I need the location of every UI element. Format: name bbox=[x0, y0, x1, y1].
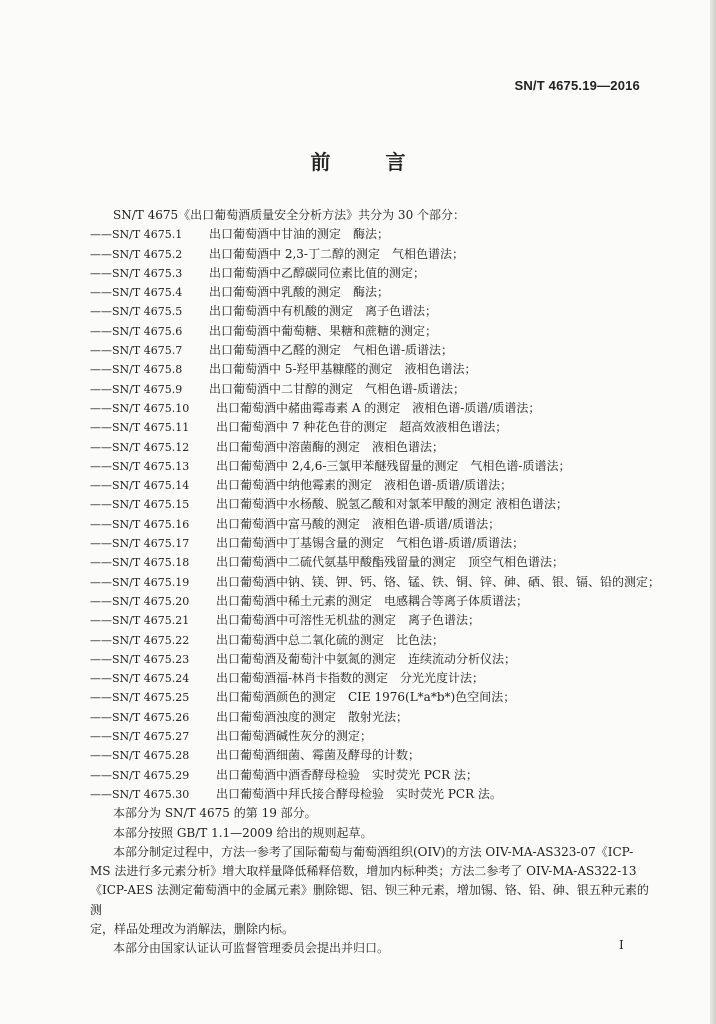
part-code: ——SN/T 4675.15 bbox=[90, 498, 190, 512]
part-code: ——SN/T 4675.3 bbox=[90, 266, 183, 280]
list-item bbox=[90, 264, 650, 283]
part-title: 出口葡萄酒浊度的测定 散射光法； bbox=[216, 709, 409, 724]
part-title: 出口葡萄酒中甘油的测定 酶法； bbox=[209, 227, 390, 242]
foreword-body bbox=[90, 206, 661, 959]
part-title: 出口葡萄酒中赭曲霉毒素 A 的测定 液相色谱-质谱/质谱法； bbox=[216, 400, 541, 415]
list-item bbox=[90, 457, 650, 476]
part-title: 出口葡萄酒中乙醛的测定 气相色谱-质谱法； bbox=[209, 343, 454, 358]
part-code: ——SN/T 4675.28 bbox=[90, 749, 190, 763]
list-item bbox=[90, 283, 650, 302]
part-code: ——SN/T 4675.22 bbox=[90, 633, 190, 647]
part-code: ——SN/T 4675.6 bbox=[90, 324, 183, 338]
list-item bbox=[90, 225, 650, 244]
part-code: ——SN/T 4675.25 bbox=[90, 691, 190, 705]
part-title: 出口葡萄酒中 7 种花色苷的测定 超高效液相色谱法； bbox=[216, 420, 508, 435]
list-item bbox=[90, 553, 650, 572]
part-code: ——SN/T 4675.2 bbox=[90, 247, 183, 261]
list-item bbox=[90, 322, 650, 341]
page-title: 前 言 bbox=[310, 150, 430, 174]
list-item bbox=[90, 534, 650, 553]
part-title: 出口葡萄酒及葡萄汁中氨氮的测定 连续流动分析仪法； bbox=[216, 651, 517, 666]
parts-list bbox=[90, 225, 661, 804]
part-code: ——SN/T 4675.24 bbox=[90, 672, 190, 686]
method-paragraph bbox=[90, 843, 650, 939]
part-title: 出口葡萄酒中溶菌酶的测定 液相色谱法； bbox=[216, 439, 445, 454]
part-title: 出口葡萄酒福-林肖卡指数的测定 分光光度计法； bbox=[216, 671, 485, 686]
part-code: ——SN/T 4675.8 bbox=[90, 363, 183, 377]
method-line: 《ICP-AES 法测定葡萄酒中的金属元素》删除锶、铝、钡三种元素，增加锡、铬、铅、砷、银五种元素的测 bbox=[90, 883, 649, 917]
list-item bbox=[90, 360, 650, 379]
part-code: ——SN/T 4675.30 bbox=[90, 787, 190, 801]
part-title: 出口葡萄酒碱性灰分的测定； bbox=[216, 729, 373, 744]
part-of-note: 本部分为 SN/T 4675 的第 19 部分。 bbox=[113, 806, 317, 821]
part-code: ——SN/T 4675.11 bbox=[90, 421, 190, 435]
part-title: 出口葡萄酒中 5-羟甲基糠醛的测定 液相色谱法； bbox=[209, 362, 477, 377]
part-code: ——SN/T 4675.16 bbox=[90, 517, 190, 531]
list-item bbox=[90, 245, 650, 264]
method-line: 本部分制定过程中，方法一参考了国际葡萄与葡萄酒组织(OIV)的方法 OIV-MA-AS323-07《ICP- bbox=[113, 844, 634, 859]
list-item bbox=[90, 669, 650, 688]
list-item bbox=[90, 650, 650, 669]
part-code: ——SN/T 4675.13 bbox=[90, 459, 190, 473]
list-item bbox=[90, 688, 650, 707]
list-item bbox=[90, 785, 650, 804]
list-item bbox=[90, 592, 650, 611]
part-title: 出口葡萄酒中稀土元素的测定 电感耦合等离子体质谱法； bbox=[216, 593, 529, 608]
part-code: ——SN/T 4675.19 bbox=[90, 575, 190, 589]
list-item bbox=[90, 341, 650, 360]
part-code: ——SN/T 4675.23 bbox=[90, 652, 190, 666]
part-title: 出口葡萄酒中拜氏接合酵母检验 实时荧光 PCR 法。 bbox=[216, 786, 502, 801]
document-code: SN/T 4675.19—2016 bbox=[514, 78, 640, 93]
list-item bbox=[90, 399, 650, 418]
part-title: 出口葡萄酒中 2,3-丁二醇的测定 气相色谱法； bbox=[209, 246, 464, 261]
list-item bbox=[90, 727, 650, 746]
part-title: 出口葡萄酒中水杨酸、脱氢乙酸和对氯苯甲酸的测定 液相色谱法； bbox=[216, 497, 568, 512]
list-item bbox=[90, 380, 650, 399]
part-code: ——SN/T 4675.4 bbox=[90, 286, 183, 300]
list-item bbox=[90, 438, 650, 457]
list-item bbox=[90, 495, 650, 514]
list-item bbox=[90, 708, 650, 727]
part-title: 出口葡萄酒中乙醇碳同位素比值的测定； bbox=[209, 265, 426, 280]
part-title: 出口葡萄酒中乳酸的测定 酶法； bbox=[209, 285, 390, 300]
part-code: ——SN/T 4675.14 bbox=[90, 479, 190, 493]
part-code: ——SN/T 4675.17 bbox=[90, 537, 190, 551]
part-title: 出口葡萄酒中葡萄糖、果糖和蔗糖的测定； bbox=[209, 323, 438, 338]
part-title: 出口葡萄酒中富马酸的测定 液相色谱-质谱/质谱法； bbox=[216, 516, 501, 531]
part-title: 出口葡萄酒中钠、镁、钾、钙、铬、锰、铁、铜、锌、砷、硒、银、镉、铅的测定； bbox=[216, 574, 661, 589]
part-code: ——SN/T 4675.1 bbox=[90, 228, 183, 242]
part-title: 出口葡萄酒中二硫代氨基甲酸酯残留量的测定 顶空气相色谱法； bbox=[216, 555, 565, 570]
part-code: ——SN/T 4675.9 bbox=[90, 382, 183, 396]
list-item bbox=[90, 476, 650, 495]
part-title: 出口葡萄酒中纳他霉素的测定 液相色谱-质谱/质谱法； bbox=[216, 478, 513, 493]
list-item bbox=[90, 515, 650, 534]
page-number: I bbox=[619, 938, 624, 952]
list-item bbox=[90, 302, 650, 321]
part-code: ——SN/T 4675.27 bbox=[90, 730, 190, 744]
part-code: ——SN/T 4675.29 bbox=[90, 768, 190, 782]
part-code: ——SN/T 4675.7 bbox=[90, 344, 183, 358]
part-title: 出口葡萄酒中酒香酵母检验 实时荧光 PCR 法； bbox=[216, 767, 478, 782]
part-code: ——SN/T 4675.21 bbox=[90, 614, 190, 628]
part-code: ——SN/T 4675.12 bbox=[90, 440, 190, 454]
part-code: ——SN/T 4675.20 bbox=[90, 594, 190, 608]
list-item bbox=[90, 766, 650, 785]
method-line: 定，样品处理改为消解法，删除内标。 bbox=[90, 921, 295, 936]
list-item bbox=[90, 611, 650, 630]
method-line: MS 法进行多元素分析》增大取样量降低稀释倍数，增加内标种类；方法二参考了 OIV-MA-AS322-13 bbox=[90, 864, 637, 879]
part-title: 出口葡萄酒颜色的测定 CIE 1976(L*a*b*)色空间法； bbox=[216, 690, 516, 705]
list-item bbox=[90, 746, 650, 765]
part-title: 出口葡萄酒中总二氧化硫的测定 比色法； bbox=[216, 632, 445, 647]
part-code: ——SN/T 4675.10 bbox=[90, 401, 190, 415]
drafting-rule-note: 本部分按照 GB/T 1.1—2009 给出的规则起草。 bbox=[113, 825, 373, 840]
list-item bbox=[90, 631, 650, 650]
part-code: ——SN/T 4675.5 bbox=[90, 305, 183, 319]
part-title: 出口葡萄酒中可溶性无机盐的测定 离子色谱法； bbox=[216, 613, 481, 628]
part-title: 出口葡萄酒中有机酸的测定 离子色谱法； bbox=[209, 304, 438, 319]
list-item bbox=[90, 573, 661, 592]
intro-text: SN/T 4675《出口葡萄酒质量安全分析方法》共分为 30 个部分： bbox=[113, 208, 466, 222]
proposed-by-note: 本部分由国家认证认可监督管理委员会提出并归口。 bbox=[113, 941, 390, 956]
list-item bbox=[90, 418, 650, 437]
part-title: 出口葡萄酒细菌、霉菌及酵母的计数； bbox=[216, 748, 421, 763]
part-title: 出口葡萄酒中二甘醇的测定 气相色谱-质谱法； bbox=[209, 381, 466, 396]
part-title: 出口葡萄酒中丁基锡含量的测定 气相色谱-质谱/质谱法； bbox=[216, 536, 525, 551]
part-code: ——SN/T 4675.18 bbox=[90, 556, 190, 570]
part-title: 出口葡萄酒中 2,4,6-三氯甲苯醚残留量的测定 气相色谱-质谱法； bbox=[216, 458, 571, 473]
part-code: ——SN/T 4675.26 bbox=[90, 710, 190, 724]
